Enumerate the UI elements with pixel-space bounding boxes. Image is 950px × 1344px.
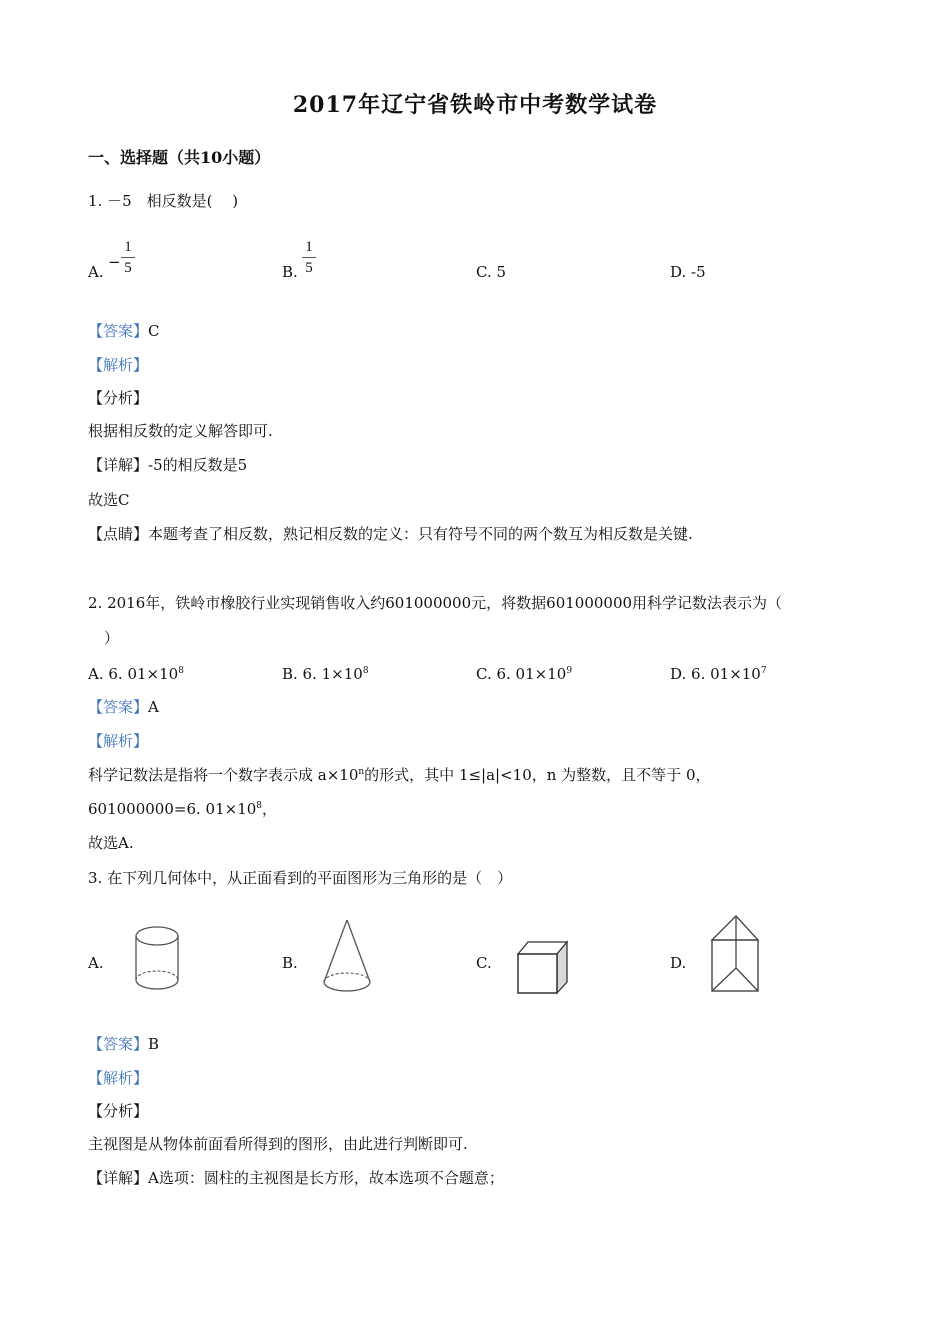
q1-conclusion: 故选C bbox=[88, 491, 130, 509]
q2-answer-row bbox=[88, 697, 159, 717]
q3-option-d-label: D. bbox=[670, 954, 687, 972]
explanation-exponent: n bbox=[358, 767, 365, 777]
answer-tag: 【答案】 bbox=[88, 1035, 149, 1053]
fraction-numerator: 1 bbox=[305, 239, 313, 255]
q2-stem-line1: 2. 2016年，铁岭市橡胶行业实现销售收入约601000000元，将数据601000000用科学记数法表示为（ bbox=[88, 594, 783, 612]
q2-option-c bbox=[476, 664, 572, 684]
fraction-numerator: 1 bbox=[124, 239, 132, 255]
cylinder-figure bbox=[134, 926, 182, 994]
q1-answer: C bbox=[148, 322, 160, 340]
option-exponent: 9 bbox=[566, 666, 573, 676]
option-exponent: 8 bbox=[178, 666, 184, 676]
q2-answer: A bbox=[148, 698, 159, 716]
q1-fenxi-tag: 【分析】 bbox=[88, 389, 149, 407]
cube-figure bbox=[516, 940, 570, 996]
q3-option-b-label: B. bbox=[282, 954, 298, 972]
option-exponent: 7 bbox=[760, 666, 767, 676]
page-title: 2017年辽宁省铁岭市中考数学试卷 bbox=[292, 92, 658, 118]
calc-end: ， bbox=[262, 800, 278, 818]
explanation-text-end: 的形式，其中 1≤|a|<10，n 为整数，且不等于 0， bbox=[364, 766, 711, 784]
q1-analysis-tag: 【解析】 bbox=[88, 356, 149, 374]
q2-analysis-tag: 【解析】 bbox=[88, 732, 149, 750]
q2-option-a bbox=[88, 664, 184, 684]
answer-tag: 【答案】 bbox=[88, 322, 149, 340]
q1-dianjing: 本题考查了相反数，熟记相反数的定义：只有符号不同的两个数互为相反数是关键. bbox=[148, 525, 693, 543]
fraction-bar bbox=[302, 257, 316, 258]
section-heading: 一、选择题（共10小题） bbox=[88, 148, 271, 167]
q3-detail-row bbox=[88, 1168, 504, 1188]
q3-option-a-label: A. bbox=[88, 954, 104, 972]
q3-analysis-tag: 【解析】 bbox=[88, 1069, 149, 1087]
q1-option-b-fraction bbox=[302, 238, 316, 277]
calc-text: 601000000=6. 01×10 bbox=[88, 800, 257, 818]
q1-option-d: D. -5 bbox=[670, 263, 706, 281]
q3-answer: B bbox=[148, 1035, 160, 1053]
option-text: B. 6. 1×10 bbox=[282, 665, 363, 683]
q2-stem-line2: ） bbox=[104, 629, 120, 647]
cone-figure bbox=[322, 918, 374, 994]
answer-tag: 【答案】 bbox=[88, 698, 149, 716]
q3-fenxi-text: 主视图是从物体前面看所得到的图形，由此进行判断即可. bbox=[88, 1135, 468, 1153]
calc-exponent: 8 bbox=[256, 801, 263, 811]
q1-detail-row bbox=[88, 455, 247, 475]
option-text: C. 6. 01×10 bbox=[476, 665, 567, 683]
q1-option-c: C. 5 bbox=[476, 263, 507, 281]
detail-tag: 【详解】 bbox=[88, 456, 149, 474]
q2-option-d bbox=[670, 664, 767, 684]
q3-stem: 3. 在下列几何体中，从正面看到的平面图形为三角形的是（ ） bbox=[88, 869, 513, 887]
q1-option-b-label: B. bbox=[282, 263, 298, 281]
q3-fenxi-tag: 【分析】 bbox=[88, 1102, 149, 1120]
fraction-denominator: 5 bbox=[124, 260, 132, 276]
option-text: D. 6. 01×10 bbox=[670, 665, 761, 683]
q1-option-a-sign: − bbox=[108, 253, 121, 271]
q1-detail: -5的相反数是5 bbox=[148, 456, 248, 474]
q3-option-c-label: C. bbox=[476, 954, 492, 972]
q2-calculation bbox=[88, 799, 277, 819]
option-text: A. 6. 01×10 bbox=[88, 665, 179, 683]
q1-answer-row bbox=[88, 321, 160, 341]
q1-option-a-fraction bbox=[121, 238, 135, 277]
q2-explanation bbox=[88, 765, 711, 785]
q1-stem: 1. －5 相反数是( ) bbox=[88, 192, 239, 210]
dianjing-tag: 【点睛】 bbox=[88, 525, 149, 543]
option-exponent: 8 bbox=[362, 666, 369, 676]
fraction-denominator: 5 bbox=[305, 260, 313, 276]
explanation-text: 科学记数法是指将一个数字表示成 a×10 bbox=[88, 766, 359, 784]
triangular-prism-figure bbox=[708, 914, 762, 994]
q3-answer-row bbox=[88, 1034, 159, 1054]
fraction-bar bbox=[121, 257, 135, 258]
q2-option-b bbox=[282, 664, 369, 684]
q1-option-a-label: A. bbox=[88, 263, 104, 281]
q1-fenxi-text: 根据相反数的定义解答即可. bbox=[88, 422, 273, 440]
detail-tag: 【详解】 bbox=[88, 1169, 149, 1187]
q3-detail: A选项：圆柱的主视图是长方形，故本选项不合题意； bbox=[148, 1169, 504, 1187]
q1-dianjing-row bbox=[88, 524, 693, 544]
q2-conclusion: 故选A. bbox=[88, 834, 134, 852]
